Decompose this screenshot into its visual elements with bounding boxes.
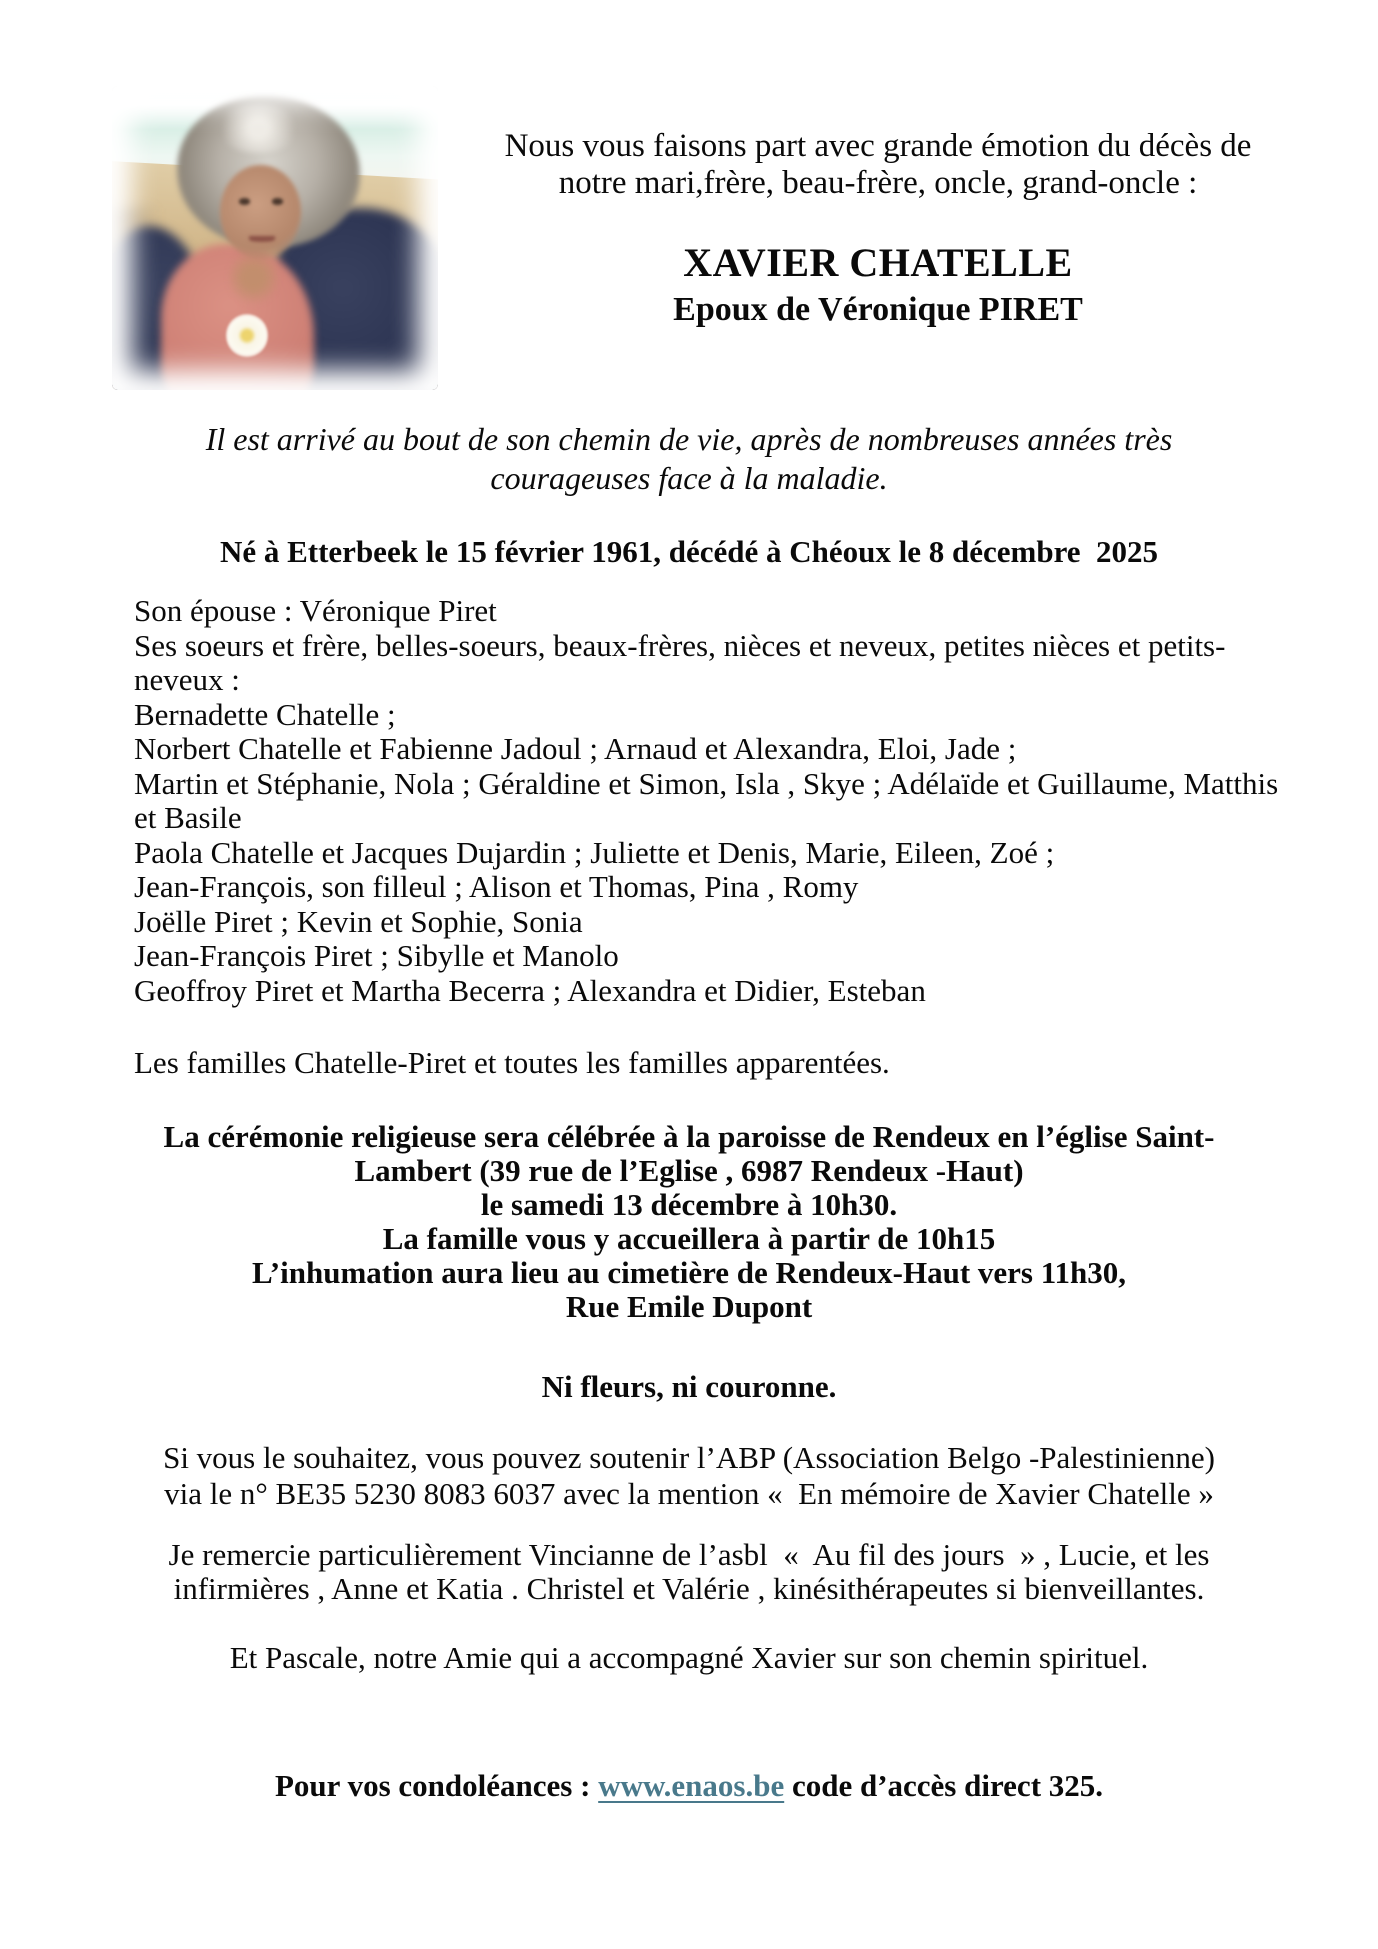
family-line: Jean-François Piret ; Sibylle et Manolo [134,938,619,973]
family-line: Martin et Stéphanie, Nola ; Géraldine et Simon, Isla , Skye ; Adélaïde et Guillaume, Matthis [134,765,1279,801]
ceremony-line: La cérémonie religieuse sera célébrée à la paroisse de Rendeux en l’église Saint- [163,1119,1215,1154]
family-line: neveux : [134,662,240,697]
ceremony-line: La famille vous y accueillera à partir de 10h15 [382,1221,996,1256]
announcement-header [390,128,1366,332]
pascale-note [0,1641,1378,1675]
condolences-line [0,1768,1378,1804]
deceased-name: XAVIER CHATELLE [683,240,1073,285]
birth-death-line [0,534,1378,570]
family-list [134,594,1294,1008]
related-families-note [134,1046,1294,1080]
tribute-line-2: courageuses face à la maladie. [490,460,888,496]
donation-line-2: via le n° BE35 5230 8083 6037 avec la mention « En mémoire de Xavier Chatelle » [164,1476,1214,1511]
caregivers-thanks [0,1538,1378,1606]
condolences-prefix: Pour vos condoléances : [274,1768,599,1803]
ceremony-details [0,1120,1378,1324]
ceremony-line: le samedi 13 décembre à 10h30. [480,1187,898,1222]
donation-line-1: Si vous le souhaitez, vous pouvez soutenir l’ABP (Association Belgo -Palestinienne) [163,1440,1215,1475]
spouse-line: Epoux de Véronique PIRET [673,291,1083,328]
no-flowers-note [0,1370,1378,1404]
tribute-line-1: Il est arrivé au bout de son chemin de vie, après de nombreuses années très [205,421,1173,457]
family-line: et Basile [134,800,242,835]
condolences-website-link[interactable]: www.enaos.be [598,1768,785,1803]
tribute-text [0,420,1378,498]
family-line: Bernadette Chatelle ; [134,696,396,732]
family-line: Paola Chatelle et Jacques Dujardin ; Juliette et Denis, Marie, Eileen, Zoé ; [134,834,1055,870]
pascale-text: Et Pascale, notre Amie qui a accompagné Xavier sur son chemin spirituel. [229,1640,1149,1675]
family-line: Jean-François, son filleul ; Alison et Thomas, Pina , Romy [134,869,859,904]
condolences-suffix: code d’accès direct 325. [784,1768,1104,1803]
birth-death-text: Né à Etterbeek le 15 février 1961, décédé à Chéoux le 8 décembre 2025 [219,534,1159,569]
intro-line-1: Nous vous faisons part avec grande émotion du décès de [504,128,1252,164]
ceremony-line: L’inhumation aura lieu au cimetière de Rendeux-Haut vers 11h30, [251,1255,1127,1290]
ceremony-line: Lambert (39 rue de l’Eglise , 6987 Rendeux -Haut) [354,1153,1024,1188]
ceremony-line: Rue Emile Dupont [565,1289,813,1324]
family-line: Son épouse : Véronique Piret [134,593,497,628]
family-line: Joëlle Piret ; Kevin et Sophie, Sonia [134,903,583,939]
family-line: Ses soeurs et frère, belles-soeurs, beaux-frères, nièces et neveux, petites nièces et petits- [134,627,1226,663]
thanks-line-2: infirmières , Anne et Katia . Christel et Valérie , kinésithérapeutes si bienveillantes. [173,1571,1205,1606]
related-families-text: Les familles Chatelle-Piret et toutes les familles apparentées. [134,1045,890,1080]
family-line: Geoffroy Piret et Martha Becerra ; Alexandra et Didier, Esteban [134,972,926,1008]
intro-line-2: notre mari,frère, beau-frère, oncle, grand-oncle : [558,165,1198,201]
donation-info [0,1440,1378,1512]
family-line: Norbert Chatelle et Fabienne Jadoul ; Arnaud et Alexandra, Eloi, Jade ; [134,731,1017,766]
no-flowers-text: Ni fleurs, ni couronne. [541,1369,837,1404]
thanks-line-1: Je remercie particulièrement Vincianne de l’asbl « Au fil des jours » , Lucie, et les [168,1537,1210,1572]
